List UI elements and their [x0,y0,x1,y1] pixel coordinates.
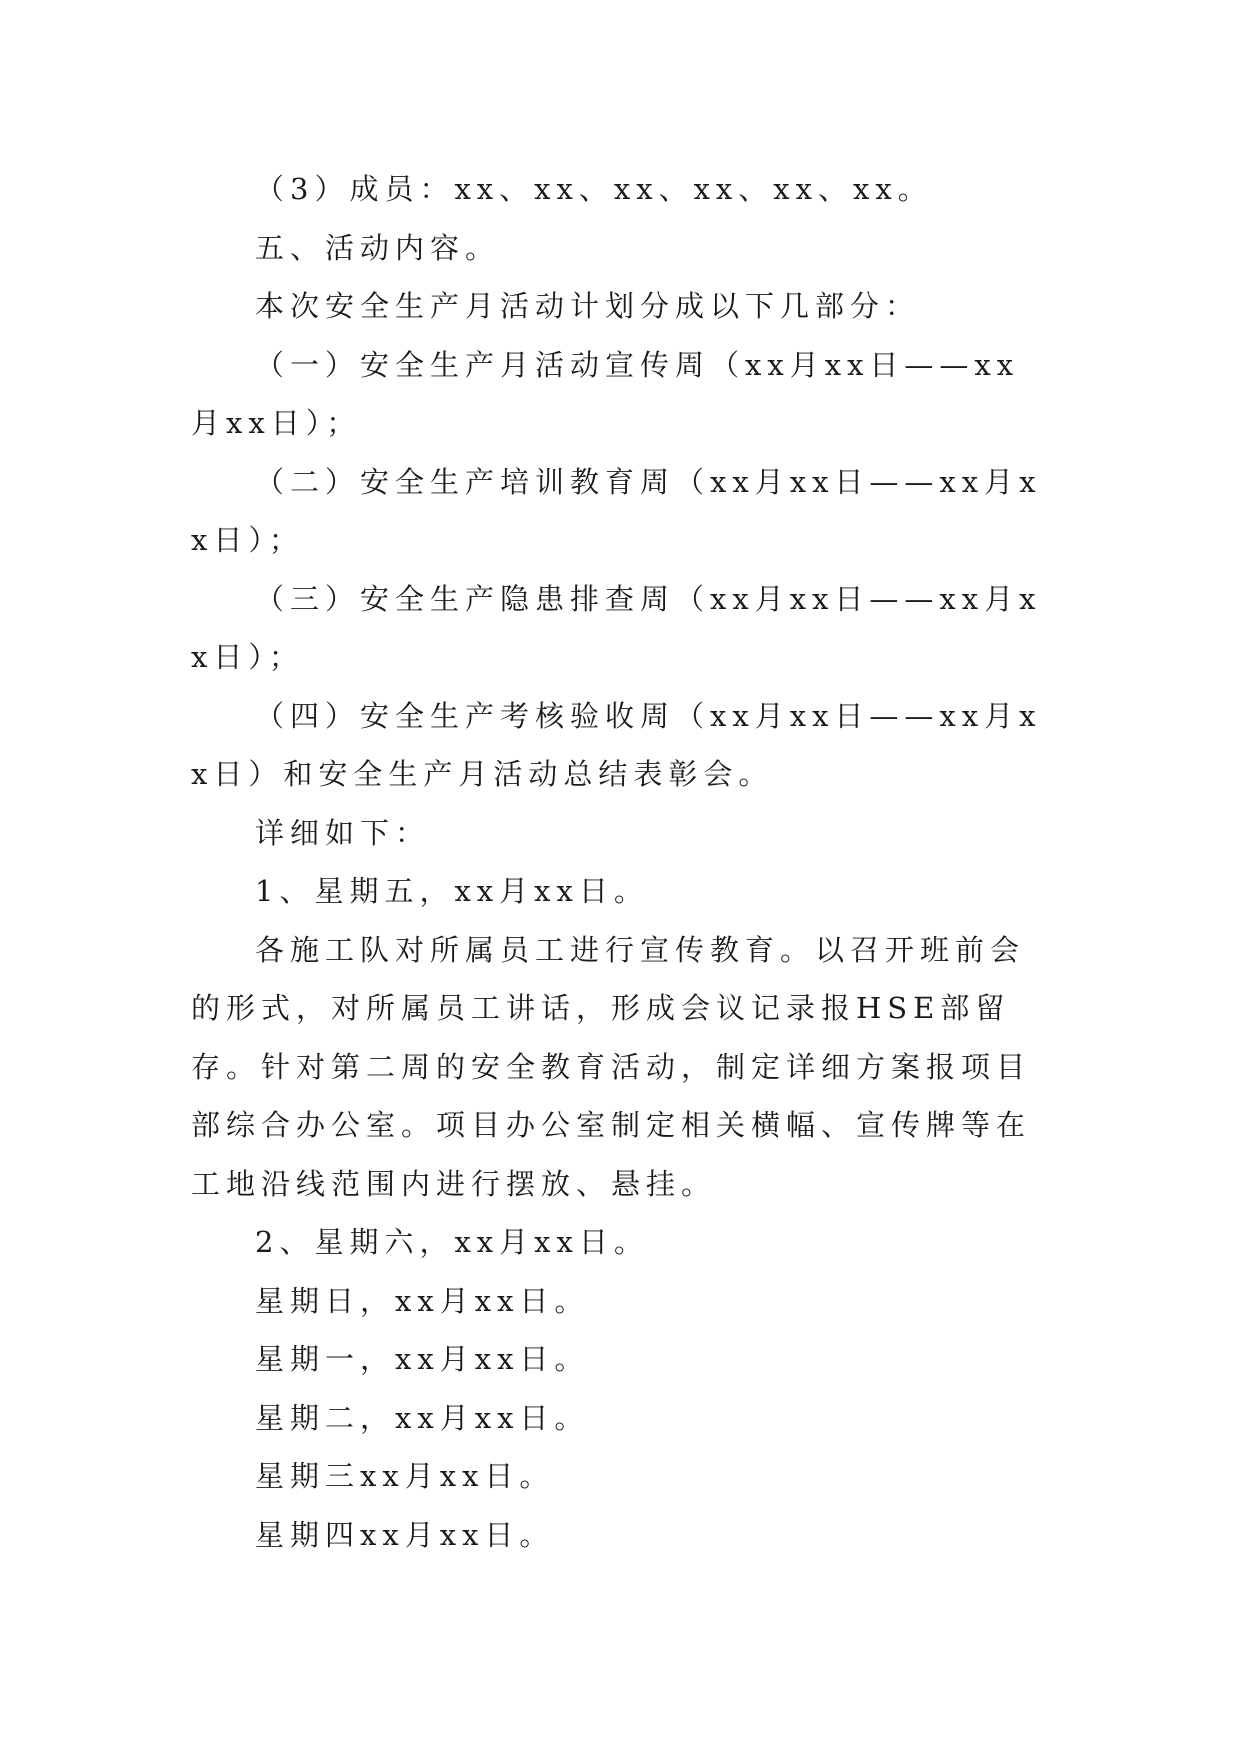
paragraph-day-sunday: 星期日，xx月xx日。 [255,1283,590,1318]
paragraph-intro: 本次安全生产月活动计划分成以下几部分： [255,289,921,323]
list-item-inspection-week: （三）安全生产隐患排查周（xx月xx日——xx月xx日）； [191,581,1042,674]
paragraph-day-tuesday: 星期二，xx月xx日。 [255,1400,590,1435]
paragraph-day-saturday: 2、星期六，xx月xx日。 [255,1225,649,1259]
paragraph-day-friday: 1、星期五，xx月xx日。 [255,874,649,908]
paragraph-friday-description: 各施工队对所属员工进行宣传教育。以召开班前会的形式，对所属员工讲话，形成会议记录报HSE部留存。针对第二周的安全教育活动，制定详细方案报项目部综合办公室。项目办公室制定相关横幅、宣传牌等在工地沿线范围内进行摆放、悬挂。 [191,932,1032,1201]
paragraph-day-wednesday: 星期三xx月xx日。 [255,1459,555,1493]
document-body [191,160,1051,1564]
list-item-publicity-week: （一）安全生产月活动宣传周（xx月xx日——xx月xx日）； [191,347,1020,440]
paragraph-day-monday: 星期一，xx月xx日。 [255,1342,590,1376]
paragraph-details-heading: 详细如下： [255,815,431,850]
paragraph-members: （3）成员：xx、xx、xx、xx、xx、xx。 [255,172,933,206]
section-heading-activity-content: 五、活动内容。 [255,230,501,265]
list-item-training-week: （二）安全生产培训教育周（xx月xx日——xx月xx日）； [191,464,1042,557]
list-item-assessment-week: （四）安全生产考核验收周（xx月xx日——xx月xx日）和安全生产月活动总结表彰会。 [191,698,1042,791]
paragraph-day-thursday: 星期四xx月xx日。 [255,1517,555,1552]
